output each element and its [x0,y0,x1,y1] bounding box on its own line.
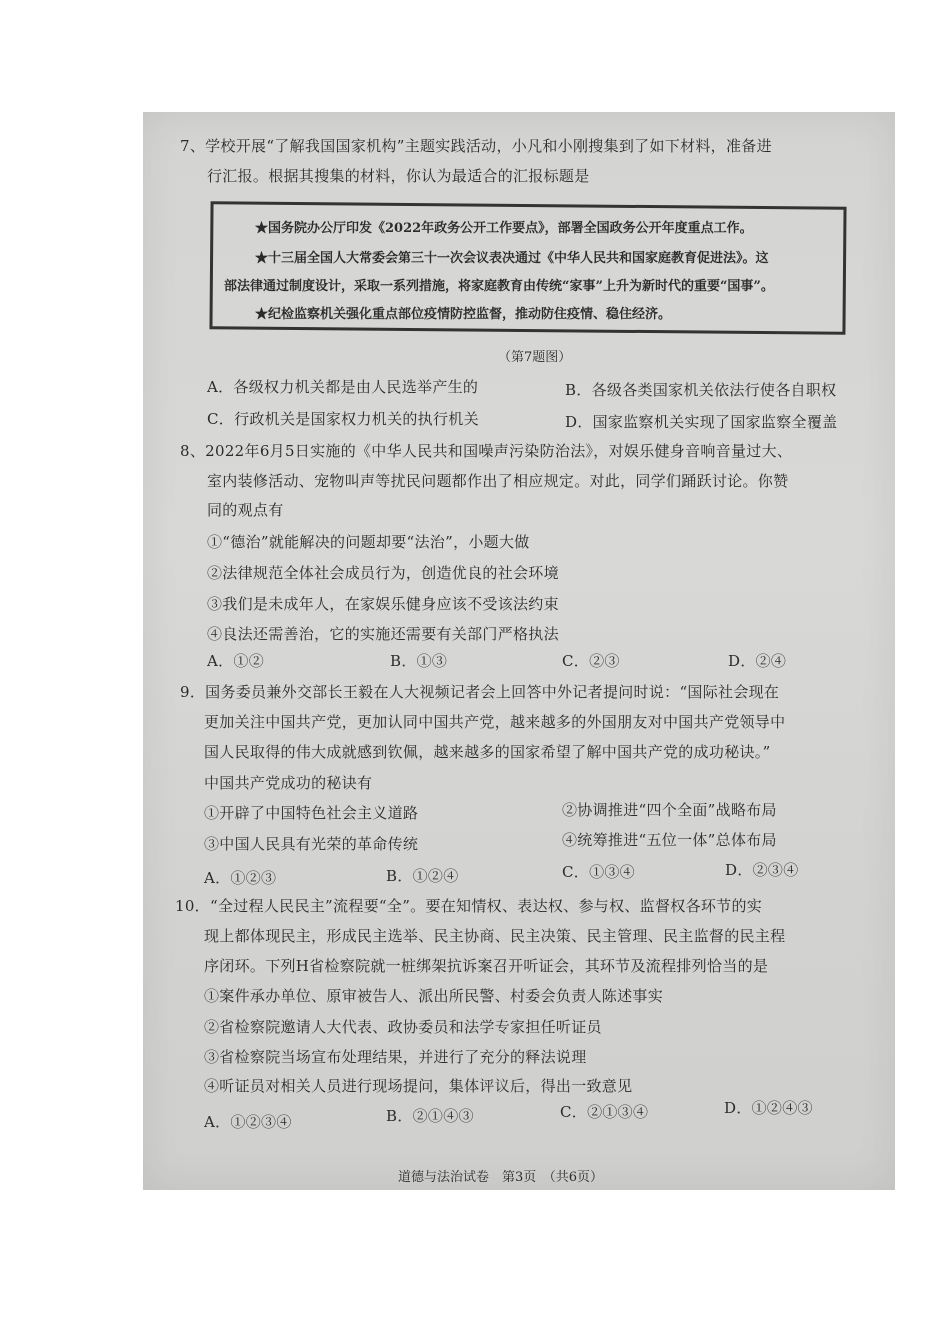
q10-option-d: D．①②④③ [724,1099,813,1117]
q10-item-4: ④听证员对相关人员进行现场提问，集体评议后，得出一致意见 [204,1077,633,1095]
q9-option-d: D．②③④ [725,861,799,879]
q10-stem-line2: 现上都体现民主，形成民主选举、民主协商、民主决策、民主管理、民主监督的民主程 [204,927,786,945]
q8-option-c: C．②③ [562,652,620,670]
q7-figure-caption: （第7题图） [498,350,572,365]
q8-item-4: ④良法还需善治，它的实施还需要有关部门严格执法 [207,625,559,643]
q10-stem-line1: 10．“全过程人民民主”流程要“全”。要在知情权、表达权、参与权、监督权各环节的实 [175,897,763,915]
q9-option-a: A．①②③ [204,869,277,887]
q7-material-line2: ★十三届全国人大常委会第三十一次会议表决通过《中华人民共和国家庭教育促进法》。这 [255,251,769,266]
q9-item-2: ②协调推进“四个全面”战略布局 [562,801,777,819]
q7-option-c: C．行政机关是国家权力机关的执行机关 [207,410,479,428]
q10-option-c: C．②①③④ [560,1103,649,1121]
q7-option-b: B．各级各类国家机关依法行使各自职权 [565,381,837,399]
q7-material-line4: ★纪检监察机关强化重点部位疫情防控监督，推动防住疫情、稳住经济。 [255,307,672,322]
q9-item-3: ③中国人民具有光荣的革命传统 [204,835,419,853]
q9-option-b: B．①②④ [386,867,459,885]
q7-material-line3: 部法律通过制度设计，采取一系列措施，将家庭教育由传统“家事”上升为新时代的重要“国事”。 [224,279,774,294]
q8-item-2: ②法律规范全体社会成员行为，创造优良的社会环境 [207,564,559,582]
q10-stem-line3: 序闭环。下列H省检察院就一桩绑架抗诉案召开听证会，其环节及流程排列恰当的是 [204,957,769,975]
q8-stem-line3: 同的观点有 [207,501,284,519]
q7-stem-line2: 行汇报。根据其搜集的材料，你认为最适合的汇报标题是 [207,167,590,185]
q9-item-4: ④统筹推进“五位一体”总体布局 [562,831,777,849]
q10-item-1: ①案件承办单位、原审被告人、派出所民警、村委会负责人陈述事实 [204,987,664,1005]
page-footer: 道德与法治试卷 第3页 （共6页） [398,1170,604,1185]
q9-stem-line4: 中国共产党成功的秘诀有 [204,774,373,792]
q10-item-2: ②省检察院邀请人大代表、政协委员和法学专家担任听证员 [204,1018,602,1036]
q8-stem-line1: 8、2022年6月5日实施的《中华人民共和国噪声污染防治法》，对娱乐健身音响音量过大、 [180,442,793,460]
q7-option-d: D．国家监察机关实现了国家监察全覆盖 [565,413,838,431]
q8-option-a: A．①② [207,652,265,670]
q9-stem-line3: 国人民取得的伟大成就感到钦佩，越来越多的国家希望了解中国共产党的成功秘诀。” [204,743,771,761]
q8-item-1: ①“德治”就能解决的问题却要“法治”，小题大做 [207,533,530,551]
q9-stem-line2: 更加关注中国共产党，更加认同中国共产党，越来越多的外国朋友对中国共产党领导中 [204,713,786,731]
q8-item-3: ③我们是未成年人，在家娱乐健身应该不受该法约束 [207,595,559,613]
q7-option-a: A．各级权力机关都是由人民选举产生的 [207,378,479,396]
q8-option-b: B．①③ [390,652,448,670]
q9-item-1: ①开辟了中国特色社会主义道路 [204,804,419,822]
q10-option-b: B．②①④③ [386,1107,474,1125]
q8-stem-line2: 室内装修活动、宠物叫声等扰民问题都作出了相应规定。对此，同学们踊跃讨论。你赞 [207,472,789,490]
q10-option-a: A．①②③④ [204,1113,292,1131]
q10-item-3: ③省检察院当场宣布处理结果，并进行了充分的释法说理 [204,1048,587,1066]
q7-material-line1: ★国务院办公厅印发《2022年政务公开工作要点》，部署全国政务公开年度重点工作。 [255,221,753,236]
q9-option-c: C．①③④ [562,863,635,881]
q9-stem-line1: 9．国务委员兼外交部长王毅在人大视频记者会上回答中外记者提问时说：“国际社会现在 [180,683,780,701]
q7-stem-line1: 7、学校开展“了解我国国家机构”主题实践活动，小凡和小刚搜集到了如下材料，准备进 [180,137,772,155]
q8-option-d: D．②④ [728,652,787,670]
